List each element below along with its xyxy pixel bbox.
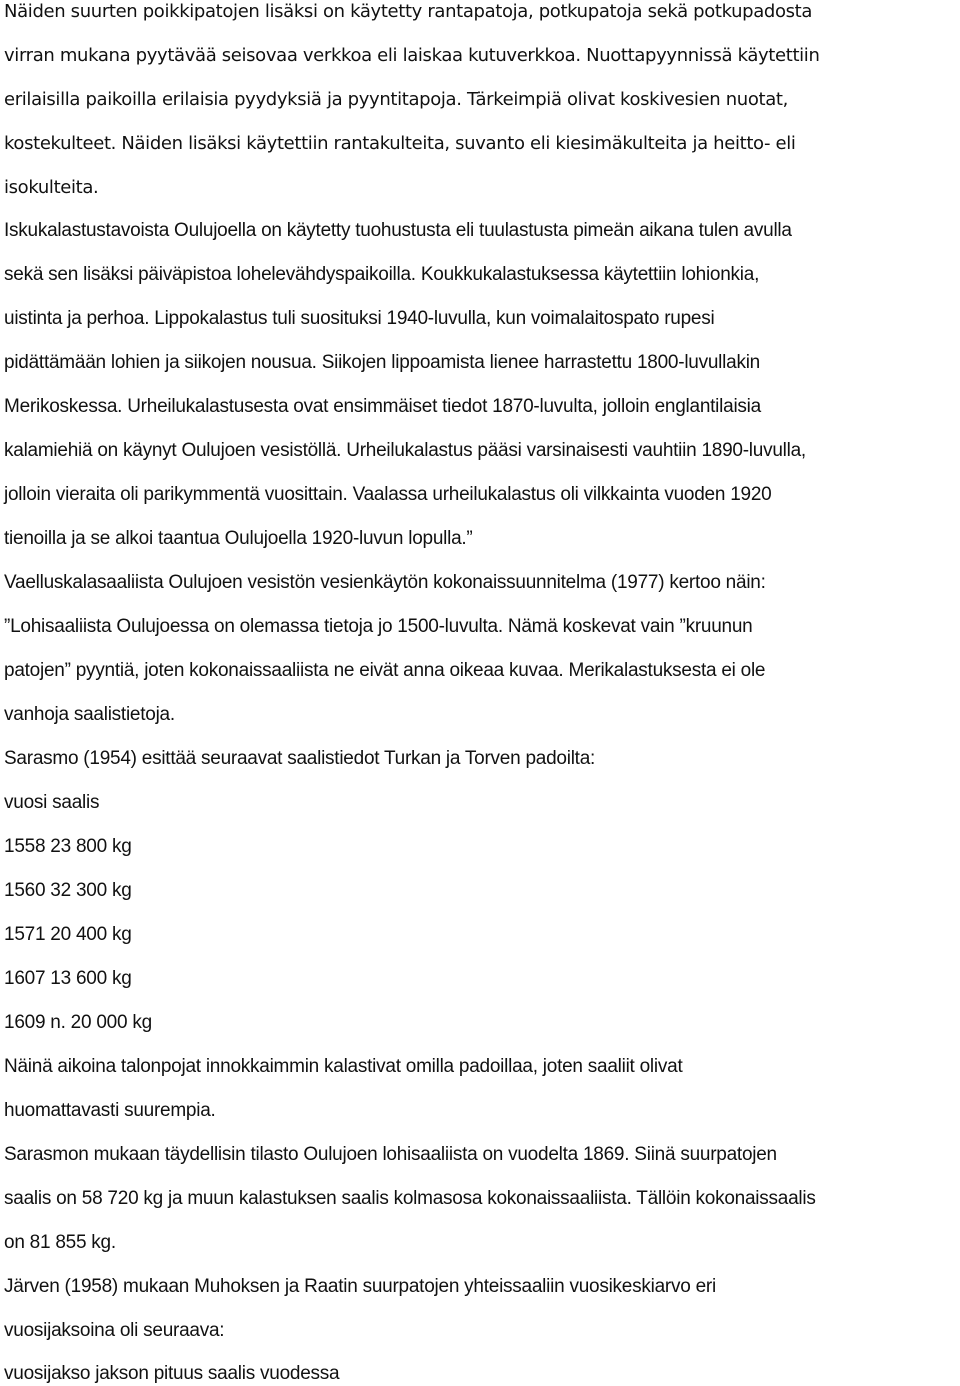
text-line-25: Näinä aikoina talonpojat innokkaimmin kalastivat omilla padoillaa, joten saaliit olivat (4, 1056, 683, 1077)
table-row-1558: 1558 23 800 kg (4, 836, 132, 857)
text-line-16: patojen” pyyntiä, joten kokonaissaaliista ne eivät anna oikeaa kuvaa. Merikalastuksesta ei ole (4, 660, 766, 681)
text-line-30: Järven (1958) mukaan Muhoksen ja Raatin suurpatojen yhteissaaliin vuosikeskiarvo eri (4, 1276, 716, 1297)
text-line-8: uistinta ja perhoa. Lippokalastus tuli suosituksi 1940-luvulla, kun voimalaitospato rupesi (4, 308, 715, 329)
text-line-7: sekä sen lisäksi päiväpistoa lohelevähdyspaikoilla. Koukkukalastuksessa käytettiin lohionkia, (4, 264, 760, 285)
text-line-17: vanhoja saalistietoja. (4, 704, 175, 725)
text-line-2: virran mukana pyytävää seisovaa verkkoa eli laiskaa kutuverkkoa. Nuottapyynnissä käytettiin (4, 45, 820, 66)
text-line-18: Sarasmo (1954) esittää seuraavat saalistiedot Turkan ja Torven padoilta: (4, 748, 596, 769)
text-line-6: Iskukalastustavoista Oulujoella on käytetty tuohustusta eli tuulastusta pimeän aikana tulen avulla (4, 220, 792, 241)
table-row-1609: 1609 n. 20 000 kg (4, 1012, 152, 1033)
text-line-3: erilaisilla paikoilla erilaisia pyydyksiä ja pyyntitapoja. Tärkeimpiä olivat koskivesien nuotat, (4, 89, 788, 110)
text-line-27: Sarasmon mukaan täydellisin tilasto Oulujoen lohisaaliista on vuodelta 1869. Siinä suurpatojen (4, 1144, 777, 1165)
text-line-28: saalis on 58 720 kg ja muun kalastuksen saalis kolmasosa kokonaissaaliista. Tällöin kokonaissaalis (4, 1188, 816, 1209)
text-line-15: ”Lohisaaliista Oulujoessa on olemassa tietoja jo 1500-luvulta. Nämä koskevat vain ”kruunun (4, 616, 753, 637)
table-row-1607: 1607 13 600 kg (4, 968, 132, 989)
text-line-31: vuosijaksoina oli seuraava: (4, 1320, 225, 1341)
table-header-line: vuosi saalis (4, 792, 100, 813)
text-line-11: kalamiehiä on käynyt Oulujoen vesistöllä. Urheilukalastus pääsi varsinaisesti vauhtiin 1890-luvulla, (4, 440, 806, 461)
text-line-10: Merikoskessa. Urheilukalastusesta ovat ensimmäiset tiedot 1870-luvulta, jolloin englantilaisia (4, 396, 761, 417)
text-line-26: huomattavasti suurempia. (4, 1100, 216, 1121)
table-header-line-2: vuosijakso jakson pituus saalis vuodessa (4, 1363, 340, 1384)
text-line-13: tienoilla ja se alkoi taantua Oulujoella 1920-luvun lopulla.” (4, 528, 473, 549)
text-line-14: Vaelluskalasaaliista Oulujoen vesistön vesienkäytön kokonaissuunnitelma (1977) kertoo näin: (4, 572, 766, 593)
text-line-12: jolloin vieraita oli parikymmentä vuosittain. Vaalassa urheilukalastus oli vilkkainta vuoden 1920 (4, 484, 772, 505)
text-line-29: on 81 855 kg. (4, 1232, 116, 1253)
text-line-9: pidättämään lohien ja siikojen nousua. Siikojen lippoamista lienee harrastettu 1800-luvullakin (4, 352, 760, 373)
text-line-5: isokulteita. (4, 177, 99, 198)
table-row-1571: 1571 20 400 kg (4, 924, 132, 945)
table-row-1560: 1560 32 300 kg (4, 880, 132, 901)
text-line-4: kostekulteet. Näiden lisäksi käytettiin rantakulteita, suvanto eli kiesimäkulteita ja heitto- eli (4, 133, 796, 154)
text-line-1: Näiden suurten poikkipatojen lisäksi on käytetty rantapatoja, potkupatoja sekä potkupadosta (4, 1, 813, 22)
